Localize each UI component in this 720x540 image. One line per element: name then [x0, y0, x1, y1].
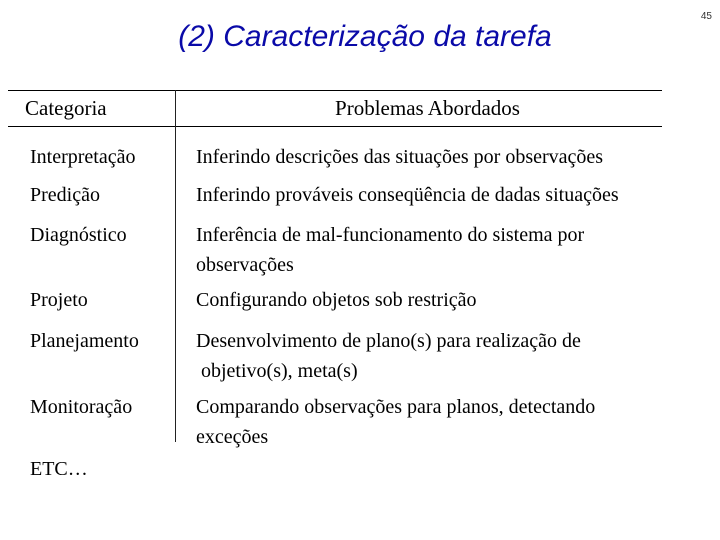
slide-title: (2) Caracterização da tarefa	[178, 20, 552, 53]
row-problem	[196, 392, 666, 452]
problem-line: Desenvolvimento de plano(s) para realização de	[196, 330, 581, 352]
row-category: Interpretação	[30, 146, 136, 168]
row-category: Diagnóstico	[30, 224, 127, 246]
row-problem	[196, 326, 666, 386]
problem-line: Inferindo descrições das situações por observações	[196, 146, 604, 168]
table-column-divider	[175, 90, 176, 442]
header-problems: Problemas Abordados	[335, 96, 520, 120]
problem-line: Inferindo prováveis conseqüência de dadas situações	[196, 184, 619, 206]
table-top-rule	[8, 90, 662, 91]
problem-line: observações	[196, 254, 294, 276]
row-problem	[196, 180, 666, 210]
problem-line: Configurando objetos sob restrição	[196, 289, 477, 311]
row-category: Projeto	[30, 289, 88, 311]
header-category: Categoria	[25, 96, 107, 120]
problem-line: objetivo(s), meta(s)	[196, 360, 358, 382]
table-header-rule	[8, 126, 662, 127]
problem-line: exceções	[196, 426, 269, 448]
row-problem	[196, 142, 666, 172]
row-category: Planejamento	[30, 330, 139, 352]
row-category: Monitoração	[30, 396, 133, 418]
problem-line: Inferência de mal-funcionamento do sistema por	[196, 224, 585, 246]
row-problem	[196, 285, 666, 315]
row-category: Predição	[30, 184, 100, 206]
table-footer-etc: ETC…	[30, 458, 88, 480]
page-number: 45	[700, 11, 712, 22]
problem-line: Comparando observações para planos, detectando	[196, 396, 596, 418]
row-problem	[196, 220, 666, 280]
